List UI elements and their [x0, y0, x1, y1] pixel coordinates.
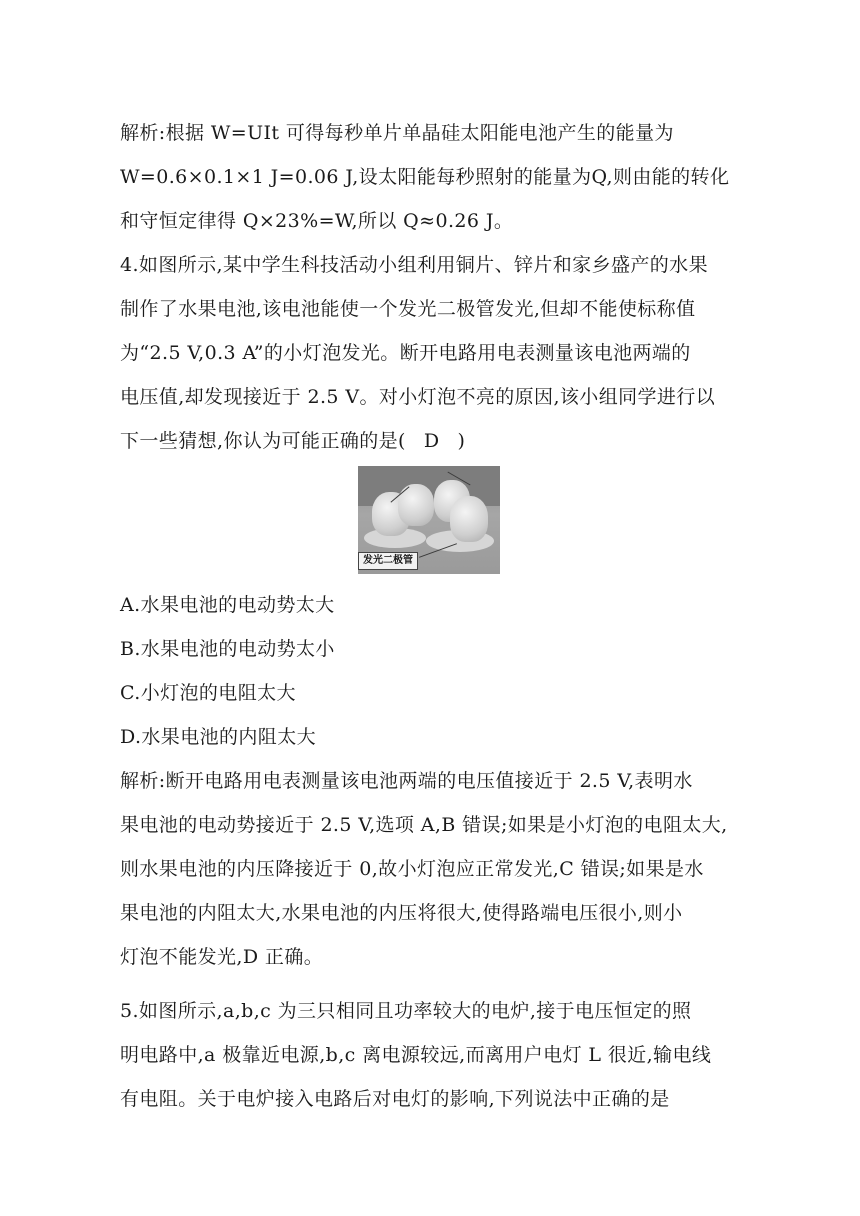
question-4-line-5 — [120, 426, 465, 453]
question-5-line-3: 有电阻。关于电炉接入电路后对电灯的影响,下列说法中正确的是 — [120, 1088, 670, 1110]
question-4-answer: D — [423, 430, 440, 452]
question-4-line-1: 4.如图所示,某中学生科技活动小组利用铜片、锌片和家乡盛产的水果 — [120, 254, 708, 276]
analysis-line-3: 和守恒定律得 Q×23%=W,所以 Q≈0.26 J。 — [120, 210, 514, 232]
question-4-line-4: 电压值,却发现接近于 2.5 V。对小灯泡不亮的原因,该小组同学进行以 — [120, 386, 716, 408]
analysis-4-line-5: 灯泡不能发光,D 正确。 — [120, 946, 324, 968]
option-d: D.水果电池的内阻太大 — [120, 726, 316, 748]
option-a: A.水果电池的电动势太大 — [120, 594, 335, 616]
analysis-4-line-1: 解析:断开电路用电表测量该电池两端的电压值接近于 2.5 V,表明水 — [120, 770, 693, 792]
fruit-battery-photo — [358, 466, 500, 574]
analysis-4-line-3: 则水果电池的内压降接近于 0,故小灯泡应正常发光,C 错误;如果是水 — [120, 858, 704, 880]
question-4-line-2: 制作了水果电池,该电池能使一个发光二极管发光,但却不能使标称值 — [120, 298, 696, 320]
question-4-line-3: 为“2.5 V,0.3 A”的小灯泡发光。断开电路用电表测量该电池两端的 — [120, 342, 691, 364]
analysis-4-line-2: 果电池的电动势接近于 2.5 V,选项 A,B 错误;如果是小灯泡的电阻太大, — [120, 814, 728, 836]
question-5-line-1: 5.如图所示,a,b,c 为三只相同且功率较大的电炉,接于电压恒定的照 — [120, 1000, 692, 1022]
question-5-line-2: 明电路中,a 极靠近电源,b,c 离电源较远,而离用户电灯 L 很近,输电线 — [120, 1044, 712, 1066]
analysis-line-1: 解析:根据 W=UIt 可得每秒单片单晶硅太阳能电池产生的能量为 — [120, 122, 674, 144]
question-4-prompt: 下一些猜想,你认为可能正确的是( — [120, 430, 406, 452]
analysis-line-2: W=0.6×0.1×1 J=0.06 J,设太阳能每秒照射的能量为Q,则由能的转化 — [120, 166, 730, 188]
analysis-4-line-4: 果电池的内阻太大,水果电池的内压将很大,使得路端电压很小,则小 — [120, 902, 683, 924]
question-4-close-paren: ) — [457, 430, 466, 452]
option-c: C.小灯泡的电阻太大 — [120, 682, 296, 704]
option-b: B.水果电池的电动势太小 — [120, 638, 335, 660]
led-label: 发光二极管 — [358, 552, 418, 570]
